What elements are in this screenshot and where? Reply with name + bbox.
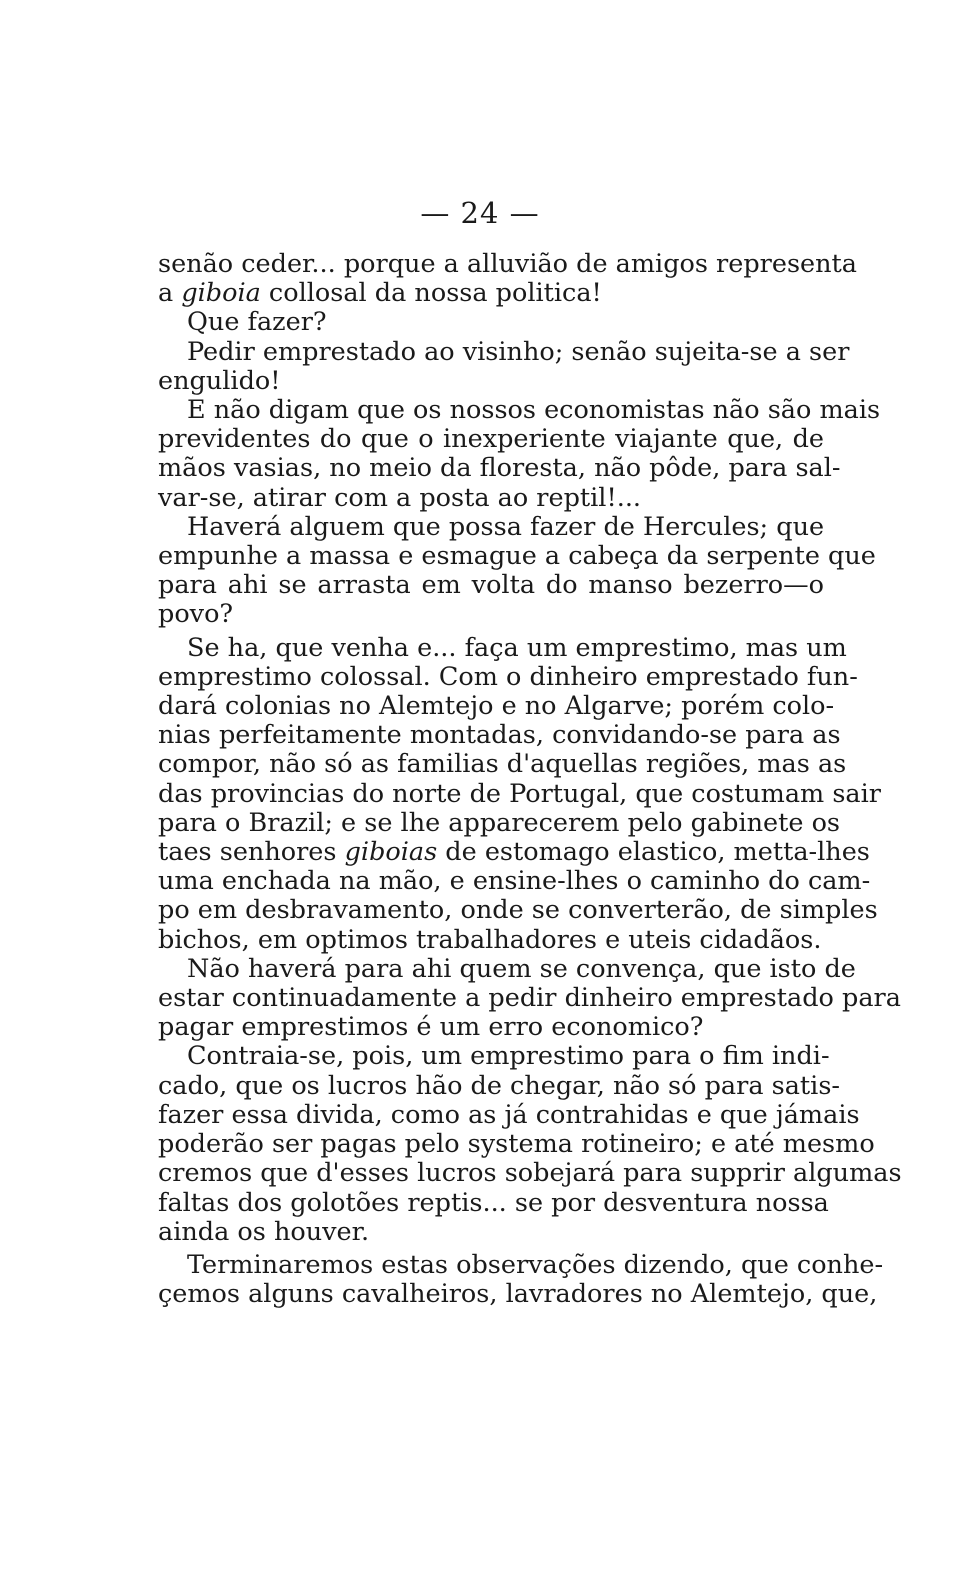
text-line: Que fazer? (187, 307, 327, 338)
text-line: pagar emprestimos é um erro economico? (158, 1012, 704, 1043)
text-line: senão ceder... porque a alluvião de amigos representa (158, 249, 857, 279)
text-line: para ahi se arrasta em volta do manso bezerro—o (158, 570, 824, 601)
text-line: fazer essa divida, como as já contrahidas e que jámais (158, 1099, 860, 1130)
italic-word: giboias (344, 837, 438, 868)
text-line: uma enchada na mão, e ensine-lhes o caminho do cam- (158, 866, 871, 897)
italic-word: giboia (181, 278, 261, 309)
text-line: empunhe a massa e esmague a cabeça da serpente que (158, 541, 876, 572)
text-line: previdentes do que o inexperiente viajante que, de (158, 424, 824, 455)
text-line: mãos vasias, no meio da floresta, não pôde, para sal- (158, 453, 841, 484)
text-line: povo? (158, 599, 234, 630)
text-line: ainda os houver. (158, 1216, 370, 1247)
text-line: emprestimo colossal. Com o dinheiro emprestado fun- (158, 661, 858, 692)
text-line: bichos, em optimos trabalhadores e uteis cidadãos. (158, 924, 822, 955)
text-line: engulido! (158, 365, 281, 396)
text-line: cremos que d'esses lucros sobejará para supprir algumas (158, 1158, 902, 1189)
text-line: Pedir emprestado ao visinho; senão sujeita-se a ser (187, 336, 850, 367)
page-number: — 24 — (420, 196, 540, 230)
text-line: taes senhores giboias de estomago elastico, metta-lhes (158, 837, 870, 868)
text-line: dará colonias no Alemtejo e no Algarve; porém colo- (158, 691, 835, 722)
text-line: nias perfeitamente montadas, convidando-se para as (158, 720, 841, 751)
text-line: para o Brazil; e se lhe apparecerem pelo gabinete os (158, 807, 841, 838)
text-line: estar continuadamente a pedir dinheiro emprestado para (158, 983, 901, 1014)
text-line: compor, não só as familias d'aquellas regiões, mas as (158, 749, 847, 780)
text-line: das provincias do norte de Portugal, que costumam sair (158, 778, 881, 809)
text-line: faltas dos golotões reptis... se por desventura nossa (158, 1187, 829, 1218)
text-line: cado, que os lucros hão de chegar, não só para satis- (158, 1070, 841, 1101)
text-line: poderão ser pagas pelo systema rotineiro; e até mesmo (158, 1129, 875, 1160)
text-line: Contraia-se, pois, um emprestimo para o fim indi- (187, 1041, 830, 1072)
text-line: Se ha, que venha e... faça um emprestimo, mas um (187, 632, 847, 663)
text-line: a giboia collosal da nossa politica! (158, 278, 602, 309)
text-line: E não digam que os nossos economistas não são mais (187, 395, 881, 426)
text-line: Não haverá para ahi quem se convença, que isto de (187, 953, 856, 984)
body-text (158, 249, 902, 1310)
text-line: Terminaremos estas observações dizendo, que conhe- (187, 1249, 884, 1280)
text-line: var-se, atirar com a posta ao reptil!... (158, 482, 642, 513)
text-line: po em desbravamento, onde se converterão, de simples (158, 895, 878, 926)
text-line: Haverá alguem que possa fazer de Hercules; que (187, 511, 825, 542)
text-line: çemos alguns cavalheiros, lavradores no Alemtejo, que, (158, 1279, 878, 1310)
